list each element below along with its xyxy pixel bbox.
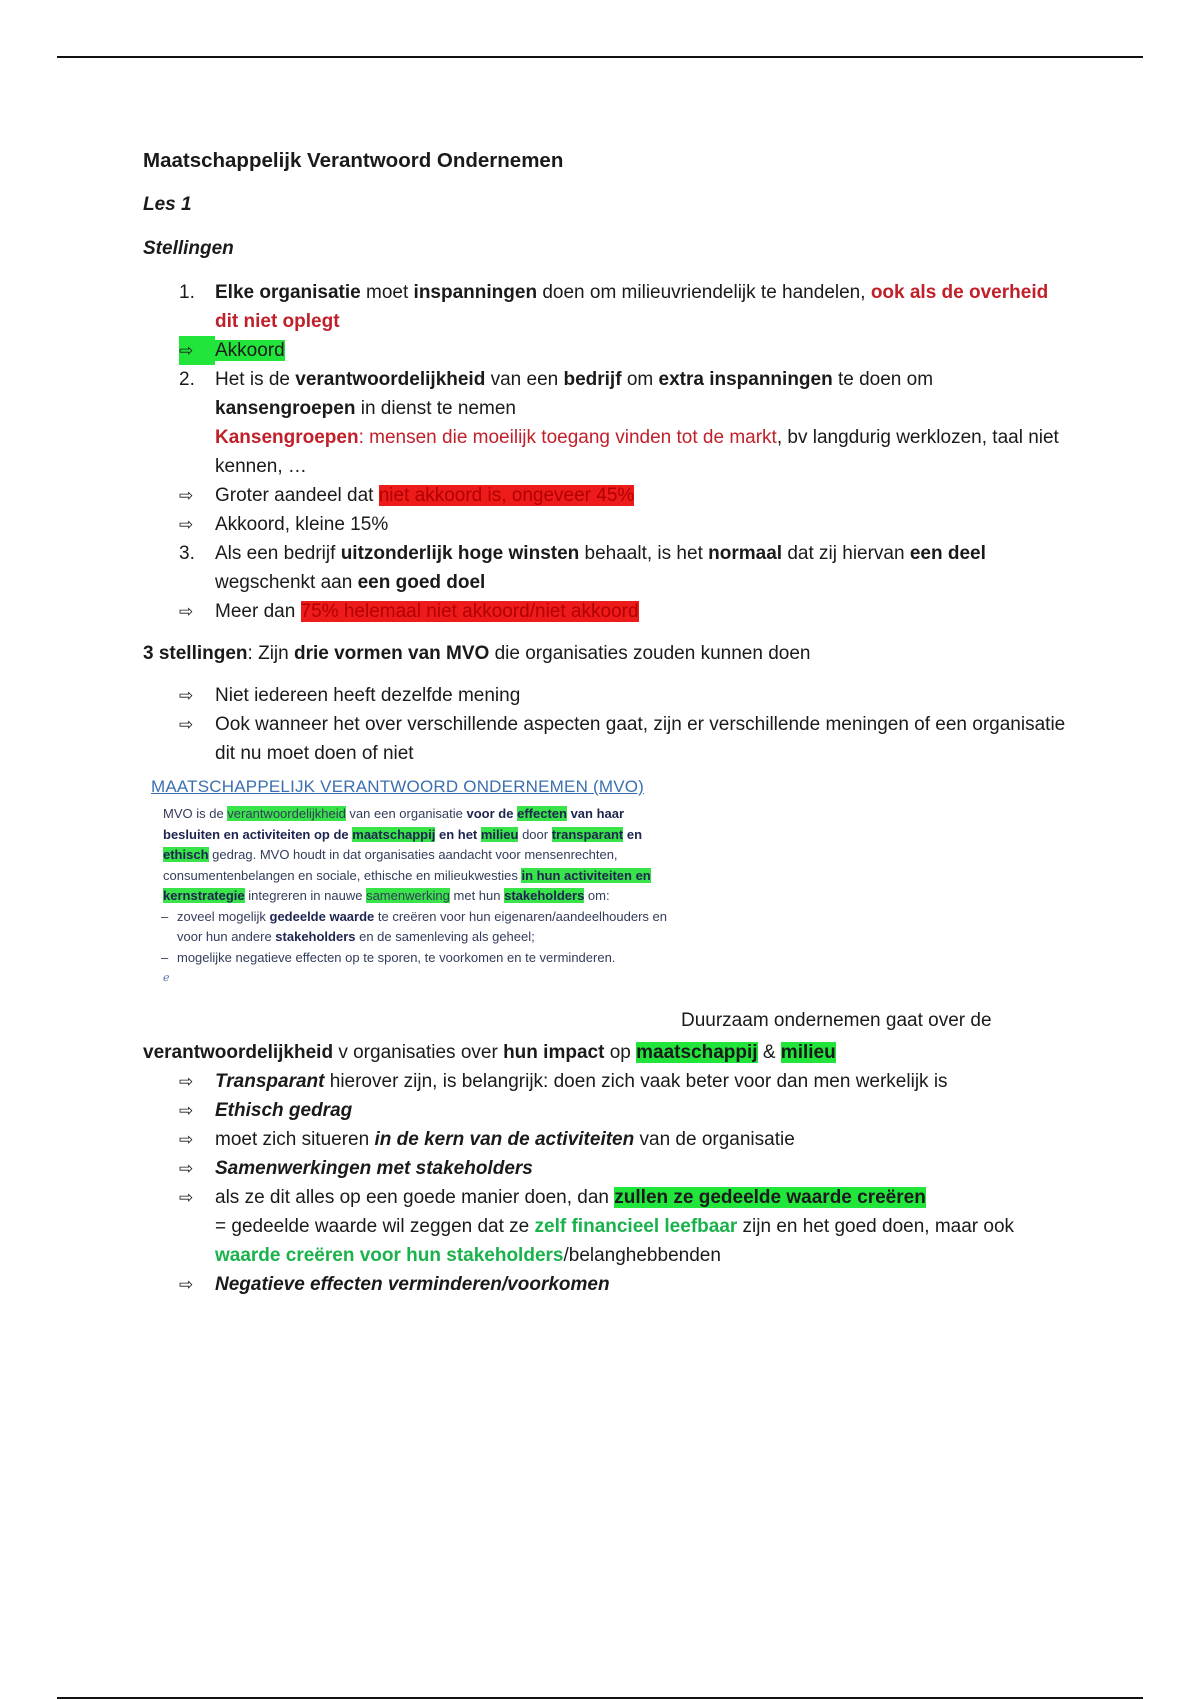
arrow-icon: ⇨ xyxy=(179,1130,194,1149)
arrow-icon: ⇨ xyxy=(179,1275,194,1294)
kansengroepen-definition: Kansengroepen: mensen die moeilijk toegang vinden tot de markt, bv langdurig werklozen, taal niet kennen, … xyxy=(215,427,1059,477)
arrow-icon: ⇨ xyxy=(179,515,194,534)
statement-number: 1. xyxy=(179,282,195,303)
header-rule xyxy=(57,56,1143,58)
figure-title: MAATSCHAPPELIJK VERANTWOORD ONDERNEMEN (MVO) xyxy=(151,777,645,796)
mvo-point: ⇨ Negatieve effecten verminderen/voorkomen xyxy=(143,1270,1073,1299)
mvo-point: ⇨ Samenwerkingen met stakeholders xyxy=(143,1154,1073,1183)
footer-rule xyxy=(57,1697,1143,1699)
arrow-icon: ⇨ xyxy=(179,1188,194,1207)
statement-2-answer-1: ⇨ Groter aandeel dat niet akkoord is, ongeveer 45% xyxy=(143,481,1073,510)
arrow-icon: ⇨ xyxy=(179,1159,194,1178)
summary-line: 3 stellingen: Zijn drie vormen van MVO die organisaties zouden kunnen doen xyxy=(143,643,811,664)
arrow-icon: ⇨ xyxy=(179,602,194,621)
section-heading: Stellingen xyxy=(143,238,234,259)
mvo-point: ⇨ Ethisch gedrag xyxy=(143,1096,1073,1125)
document-body xyxy=(143,146,1073,1299)
arrow-icon: ⇨ xyxy=(179,715,194,734)
statement-3: 3. Als een bedrijf uitzonderlijk hoge winsten behaalt, is het normaal dat zij hiervan een deel wegschenkt aan een goed doel xyxy=(143,539,1073,597)
figure-list-item: – mogelijke negatieve effecten op te sporen, te voorkomen en te verminderen. xyxy=(163,948,673,969)
arrow-icon: ⇨ xyxy=(179,336,215,365)
page-title: Maatschappelijk Verantwoord Ondernemen xyxy=(143,149,564,172)
statement-2: 2. Het is de verantwoordelijkheid van een bedrijf om extra inspanningen te doen om kansengroepen in dienst te nemen xyxy=(143,365,1073,423)
mvo-point: ⇨ als ze dit alles op een goede manier doen, dan zullen ze gedeelde waarde creëren xyxy=(143,1183,1073,1212)
mvo-figure-block xyxy=(143,776,1073,1042)
mvo-definition-image xyxy=(145,776,683,1038)
statement-1-answer: ⇨ Akkoord xyxy=(143,336,1073,365)
statement-1: 1. Elke organisatie moet inspanningen doen om milieuvriendelijk te handelen, ook als de overheid dit niet oplegt xyxy=(143,278,1073,336)
mvo-point: ⇨ moet zich situeren in de kern van de activiteiten van de organisatie xyxy=(143,1125,1073,1154)
statement-2-answer-2: ⇨ Akkoord, kleine 15% xyxy=(143,510,1073,539)
arrow-icon: ⇨ xyxy=(179,1101,194,1120)
arrow-icon: ⇨ xyxy=(179,1072,194,1091)
summary-bullet: ⇨ Ook wanneer het over verschillende aspecten gaat, zijn er verschillende meningen of een organisatie dit nu moet doen of niet xyxy=(143,710,1073,768)
shared-value-explanation: = gedeelde waarde wil zeggen dat ze zelf financieel leefbaar zijn en het goed doen, maar ook waarde creëren voor hun stakeholders/belanghebbenden xyxy=(215,1216,1015,1266)
arrow-icon: ⇨ xyxy=(179,486,194,505)
statement-number: 2. xyxy=(179,369,195,390)
duurzaam-lead: Duurzaam ondernemen gaat over de xyxy=(681,1010,992,1031)
figure-tail-mark: ℯ xyxy=(163,972,170,984)
summary-bullet: ⇨ Niet iedereen heeft dezelfde mening xyxy=(143,681,1073,710)
mvo-point: ⇨ Transparant hierover zijn, is belangrijk: doen zich vaak beter voor dan men werkelijk is xyxy=(143,1067,1073,1096)
duurzaam-line: verantwoordelijkheid v organisaties over hun impact op maatschappij & milieu xyxy=(143,1042,836,1063)
figure-text: MVO is de verantwoordelijkheid van een organisatie voor de effecten van haar besluiten en activiteiten op de maatschappij en het milieu door transparant en ethisch gedrag. MVO houdt in dat organisaties aandacht voor mensenrechten, consumentenbelangen en sociale, ethische en milieukwesties in hun activiteiten en kernstrategie integreren in nauwe samenwerking met hun stakeholders om: – zoveel mogelijk gedeelde waarde te creëren voor hun eigenaren/aandeelhouders en voor hun andere stakeholders en de samenleving als geheel; – mogelijke negatieve effecten op te sporen, te voorkomen en te verminderen. ℯ xyxy=(163,804,673,989)
figure-list-item: – zoveel mogelijk gedeelde waarde te creëren voor hun eigenaren/aandeelhouders en voor hun andere stakeholders en de samenleving als geheel; xyxy=(163,907,673,948)
statement-number: 3. xyxy=(179,543,195,564)
arrow-icon: ⇨ xyxy=(179,686,194,705)
statement-3-answer: ⇨ Meer dan 75% helemaal niet akkoord/niet akkoord xyxy=(143,597,1073,626)
lesson-heading: Les 1 xyxy=(143,194,192,215)
